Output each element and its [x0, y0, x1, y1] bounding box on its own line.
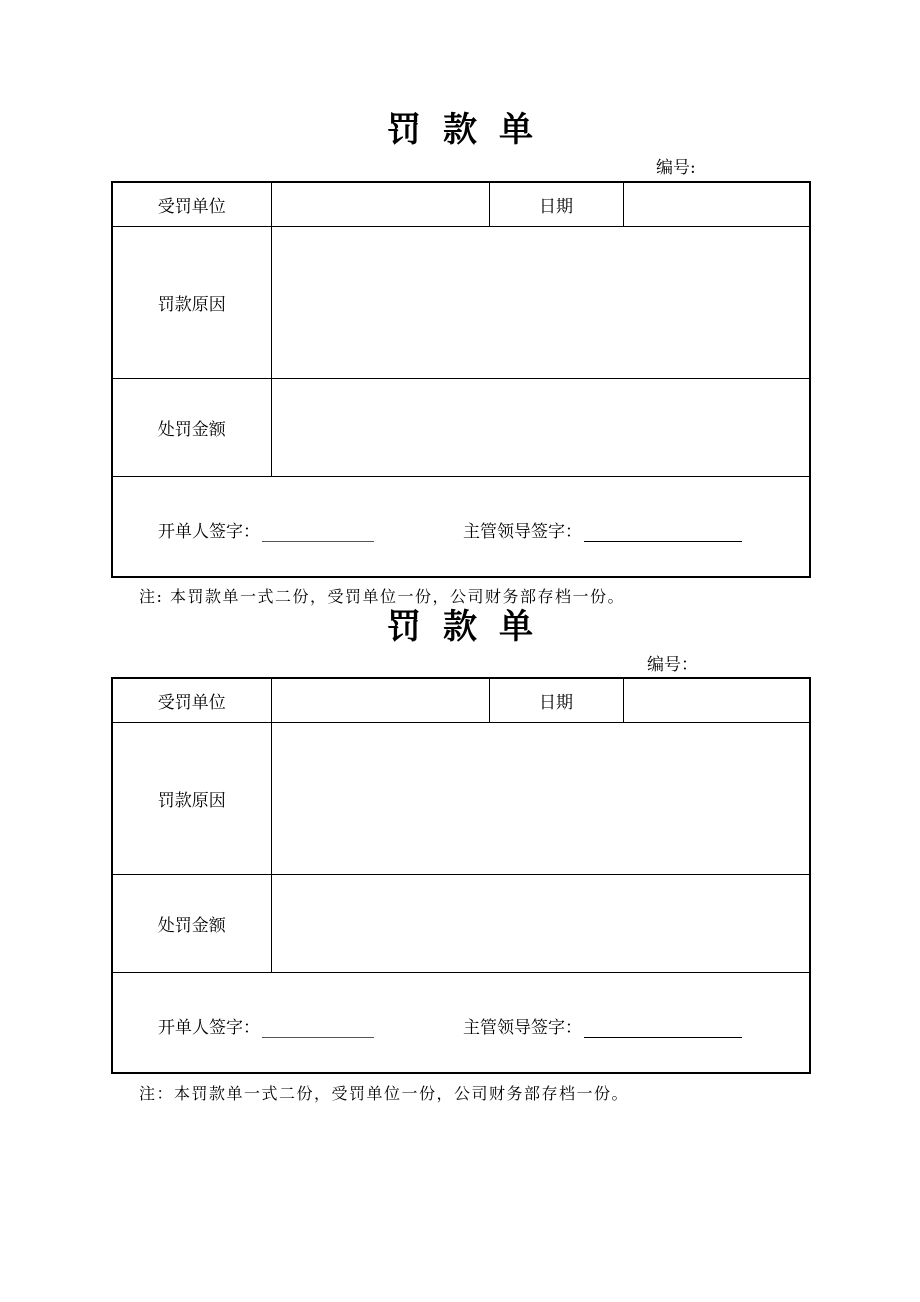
- issuer-signature[interactable]: [158, 517, 374, 542]
- form-2-title: 罚款单: [387, 607, 555, 647]
- issuer-signature-label: 开单人签字：: [158, 1017, 260, 1038]
- amount-label: 处罚金额: [112, 874, 271, 972]
- issuer-signature-line[interactable]: [262, 1021, 374, 1038]
- date-label: 日期: [489, 182, 623, 226]
- supervisor-signature-line[interactable]: [584, 525, 742, 542]
- supervisor-signature-label: 主管领导签字：: [463, 1017, 582, 1038]
- signature-row: [112, 476, 810, 577]
- form-1-table: [111, 181, 811, 578]
- amount-field[interactable]: [271, 378, 810, 476]
- issuer-signature-label: 开单人签字：: [158, 521, 260, 542]
- amount-label: 处罚金额: [112, 378, 271, 476]
- form-1-note: 注: 本罚款单一式二份，受罚单位一份，公司财务部存档一份。: [139, 587, 625, 606]
- date-field[interactable]: [623, 182, 810, 226]
- supervisor-signature[interactable]: [463, 517, 742, 542]
- issuer-signature-line[interactable]: [262, 525, 374, 542]
- penalized-unit-field[interactable]: [271, 678, 489, 722]
- form-1-serial-label: 编号:: [656, 158, 696, 178]
- form-2-serial-label: 编号：: [647, 655, 698, 675]
- supervisor-signature-label: 主管领导签字：: [463, 521, 582, 542]
- amount-field[interactable]: [271, 874, 810, 972]
- penalized-unit-field[interactable]: [271, 182, 489, 226]
- penalized-unit-label: 受罚单位: [112, 678, 271, 722]
- reason-field[interactable]: [271, 226, 810, 378]
- signature-row: [112, 972, 810, 1073]
- date-field[interactable]: [623, 678, 810, 722]
- supervisor-signature[interactable]: [463, 1013, 742, 1038]
- reason-label: 罚款原因: [112, 722, 271, 874]
- reason-label: 罚款原因: [112, 226, 271, 378]
- form-2-note: 注：本罚款单一式二份，受罚单位一份，公司财务部存档一份。: [139, 1084, 630, 1103]
- form-1-title: 罚款单: [387, 110, 555, 150]
- form-2-table: [111, 677, 811, 1074]
- issuer-signature[interactable]: [158, 1013, 374, 1038]
- reason-field[interactable]: [271, 722, 810, 874]
- penalized-unit-label: 受罚单位: [112, 182, 271, 226]
- supervisor-signature-line[interactable]: [584, 1021, 742, 1038]
- date-label: 日期: [489, 678, 623, 722]
